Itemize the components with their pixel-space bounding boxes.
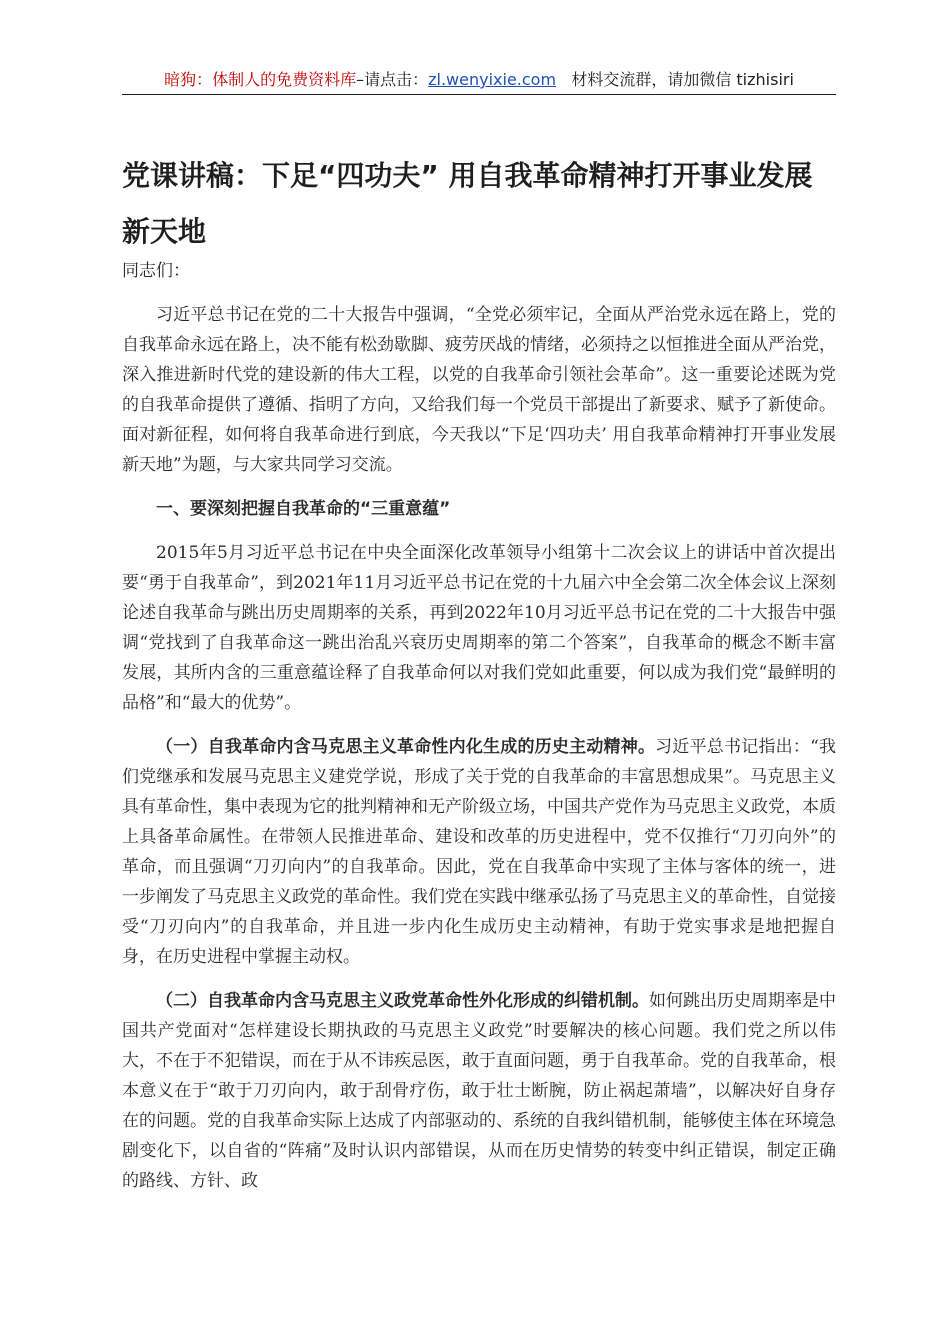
header-wechat-note: 材料交流群，请加微信 tizhisiri <box>571 70 794 89</box>
point2-text: 如何跳出历史周期率是中国共产党面对“怎样建设长期执政的马克思主义政党”时要解决的核心问题。我们党之所以伟大，不在于不犯错误，而在于从不讳疾忌医，敢于直面问题，勇于自我革命。党的自我革命，根本意义在于“敢于刀刃向内，敢于刮骨疗伤，敢于壮士断腕，防止祸起萧墙”，以解决好自身存在的问题。党的自我革命实际上达成了内部驱动的、系统的自我纠错机制，能够使主体在环境急剧变化下，以自省的“阵痛”及时认识内部错误，从而在历史情势的转变中纠正错误，制定正确的路线、方针、政 <box>122 991 836 1191</box>
header-site-name: 暗狗：体制人的免费资料库 <box>164 70 357 89</box>
intro-paragraph: 习近平总书记在党的二十大报告中强调，“全党必须牢记，全面从严治党永远在路上，党的自我革命永远在路上，决不能有松劲歇脚、疲劳厌战的情绪，必须持之以恒推进全面从严治党，深入推进新时代党的建设新的伟大工程，以党的自我革命引领社会革命”。这一重要论述既为党的自我革命提供了遵循、指明了方向，又给我们每一个党员干部提出了新要求、赋予了新使命。面对新征程，如何将自我革命进行到底，今天我以“下足‘四功夫’ 用自我革命精神打开事业发展新天地”为题，与大家共同学习交流。 <box>122 305 836 475</box>
header-link[interactable]: zl.wenyixie.com <box>428 70 557 89</box>
point2-heading: （二）自我革命内含马克思主义政党革命性外化形成的纠错机制。 <box>156 991 649 1011</box>
salutation: 同志们： <box>122 261 190 281</box>
point1-heading: （一）自我革命内含马克思主义革命性内化生成的历史主动精神。 <box>156 737 656 757</box>
point1-paragraph <box>122 732 836 972</box>
point1-text: 习近平总书记指出：“我们党继承和发展马克思主义建党学说，形成了关于党的自我革命的丰富思想成果”。马克思主义具有革命性，集中表现为它的批判精神和无产阶级立场，中国共产党作为马克思主义政党，本质上具备革命属性。在带领人民推进革命、建设和改革的历史进程中，党不仅推行“刀刃向外”的革命，而且强调“刀刃向内”的自我革命。因此，党在自我革命中实现了主体与客体的统一，进一步阐发了马克思主义政党的革命性。我们党在实践中继承弘扬了马克思主义的革命性，自觉接受“刀刃向内”的自我革命，并且进一步内化生成历史主动精神，有助于党实事求是地把握自身，在历史进程中掌握主动权。 <box>122 737 836 967</box>
header-prompt: –请点击： <box>356 70 429 89</box>
document-body <box>122 256 836 1196</box>
point2-paragraph <box>122 986 836 1196</box>
section1-paragraph: 2015年5月习近平总书记在中央全面深化改革领导小组第十二次会议上的讲话中首次提出要“勇于自我革命”，到2021年11月习近平总书记在党的十九届六中全会第二次全体会议上深刻论述自我革命与跳出历史周期率的关系，再到2022年10月习近平总书记在党的二十大报告中强调“党找到了自我革命这一跳出治乱兴衰历史周期率的第二个答案”，自我革命的概念不断丰富发展，其所内含的三重意蕴诠释了自我革命何以对我们党如此重要，何以成为我们党“最鲜明的品格”和“最大的优势”。 <box>122 543 836 713</box>
page-header <box>122 66 836 95</box>
section-heading-1: 一、要深刻把握自我革命的“三重意蕴” <box>156 499 451 519</box>
document-title: 党课讲稿：下足“四功夫” 用自我革命精神打开事业发展新天地 <box>122 159 813 248</box>
